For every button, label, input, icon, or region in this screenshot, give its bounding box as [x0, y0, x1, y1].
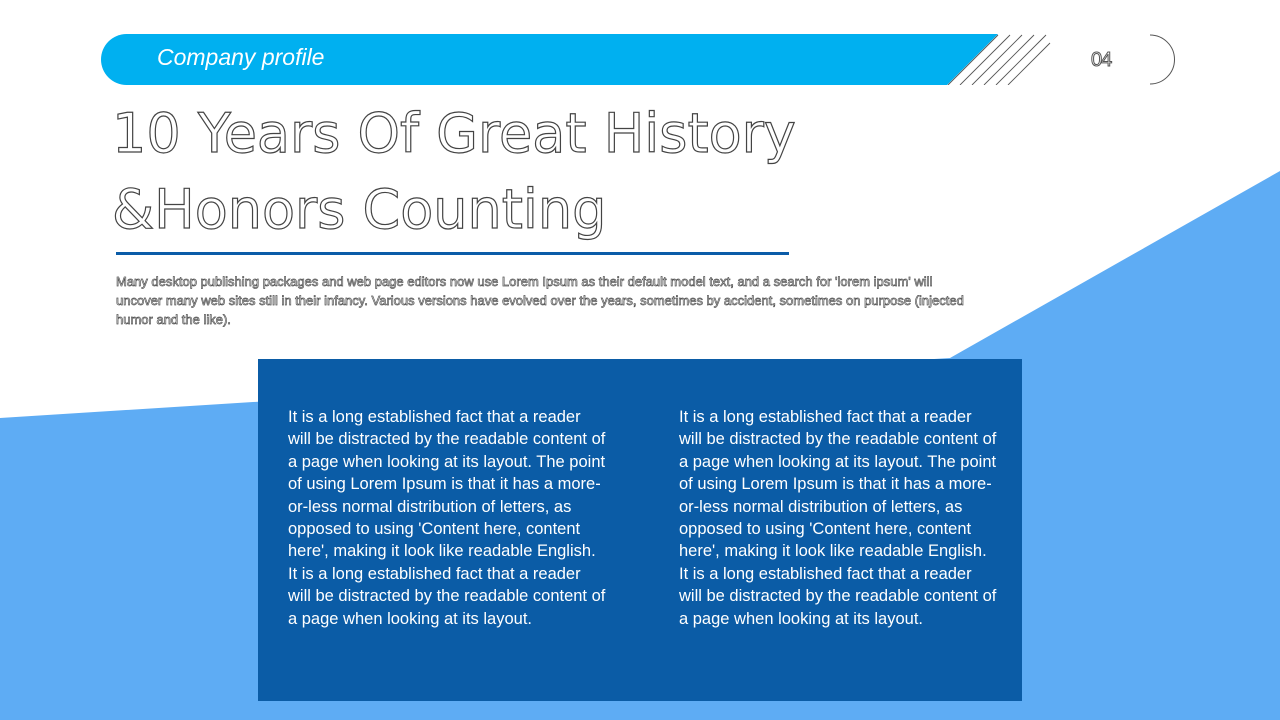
content-column-right: It is a long established fact that a reader will be distracted by the readable content of a page when looking at its layout. The point of using Lorem Ipsum is that it has a more-or-less normal distribution of letters, as opposed to using 'Content here, content here', making it look like readable English. It is a long established fact that a reader will be distracted by the readable content of a page when looking at its layout. [679, 408, 997, 628]
content-column-left: It is a long established fact that a reader will be distracted by the readable content of a page when looking at its layout. The point of using Lorem Ipsum is that it has a more-or-less normal distribution of letters, as opposed to using 'Content here, content here', making it look like readable English. It is a long established fact that a reader will be distracted by the readable content of a page when looking at its layout. [288, 408, 606, 628]
page-number-arc [1130, 34, 1180, 85]
page-number: 04 [1091, 49, 1112, 71]
intro-paragraph: Many desktop publishing packages and web page editors now use Lorem Ipsum as their default model text, and a search for 'lorem ipsum' will uncover many web sites still in their infancy. Various versions have evolved over the years, sometimes by accident, sometimes on purpose (injected humor and the like). [116, 274, 964, 327]
headline-line-2: &Honors Counting [112, 178, 607, 241]
headline-line-1: 10 Years Of Great History [112, 102, 796, 165]
headline [112, 96, 796, 248]
headline-divider [116, 252, 789, 255]
header-title: Company profile [157, 44, 325, 70]
decorative-stripes [946, 34, 1052, 85]
